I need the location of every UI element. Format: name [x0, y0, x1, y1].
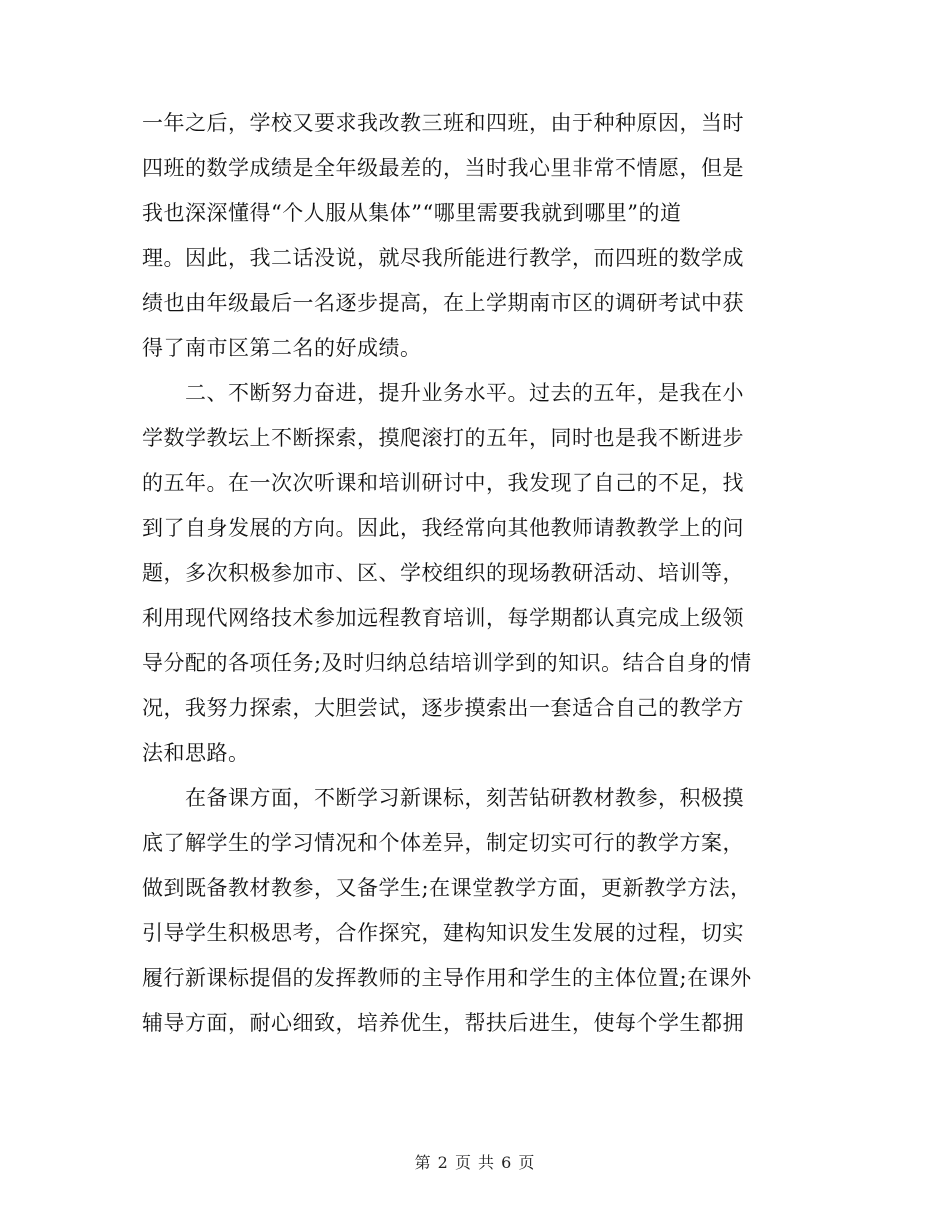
text-line: 我也深深懂得“个人服从集体”“哪里需要我就到哪里”的道 — [142, 201, 682, 225]
text-line: 况，我努力探索，大胆尝试，逐步摸索出一套适合自己的教学方 — [142, 696, 744, 720]
body-text — [142, 101, 812, 1046]
text-line: 利用现代网络技术参加远程教育培训，每学期都认真完成上级领 — [142, 606, 744, 630]
text-line: 得了南市区第二名的好成绩。 — [142, 336, 422, 360]
text-line: 辅导方面，耐心细致，培养优生，帮扶后进生，使每个学生都拥 — [142, 1011, 744, 1035]
text-line: 四班的数学成绩是全年级最差的，当时我心里非常不情愿，但是 — [142, 156, 744, 180]
page-footer: 第 2 页 共 6 页 — [414, 1153, 536, 1172]
text-line: 一年之后，学校又要求我改教三班和四班，由于种种原因，当时 — [142, 111, 744, 135]
text-line: 到了自身发展的方向。因此，我经常向其他教师请教教学上的问 — [142, 516, 744, 540]
text-line: 引导学生积极思考，合作探究，建构知识发生发展的过程，切实 — [142, 921, 744, 945]
text-line: 理。因此，我二话没说，就尽我所能进行教学，而四班的数学成 — [142, 246, 744, 270]
text-line: 学数学教坛上不断探索，摸爬滚打的五年，同时也是我不断进步 — [142, 426, 744, 450]
text-line: 题，多次积极参加市、区、学校组织的现场教研活动、培训等， — [142, 561, 744, 585]
text-line: 在备课方面，不断学习新课标，刻苦钻研教材教参，积极摸 — [142, 786, 744, 810]
text-line: 底了解学生的学习情况和个体差异，制定切实可行的教学方案， — [142, 831, 744, 855]
text-line: 做到既备教材教参，又备学生;在课堂教学方面，更新教学方法， — [142, 876, 752, 900]
text-line: 导分配的各项任务;及时归纳总结培训学到的知识。结合自身的情 — [142, 651, 752, 675]
text-line: 履行新课标提倡的发挥教师的主导作用和学生的主体位置;在课外 — [142, 966, 752, 990]
text-line: 绩也由年级最后一名逐步提高，在上学期南市区的调研考试中获 — [142, 291, 744, 315]
text-line: 法和思路。 — [142, 741, 250, 765]
text-line: 的五年。在一次次听课和培训研讨中，我发现了自己的不足，找 — [142, 471, 744, 495]
text-line: 二、不断努力奋进，提升业务水平。过去的五年，是我在小 — [142, 381, 744, 405]
